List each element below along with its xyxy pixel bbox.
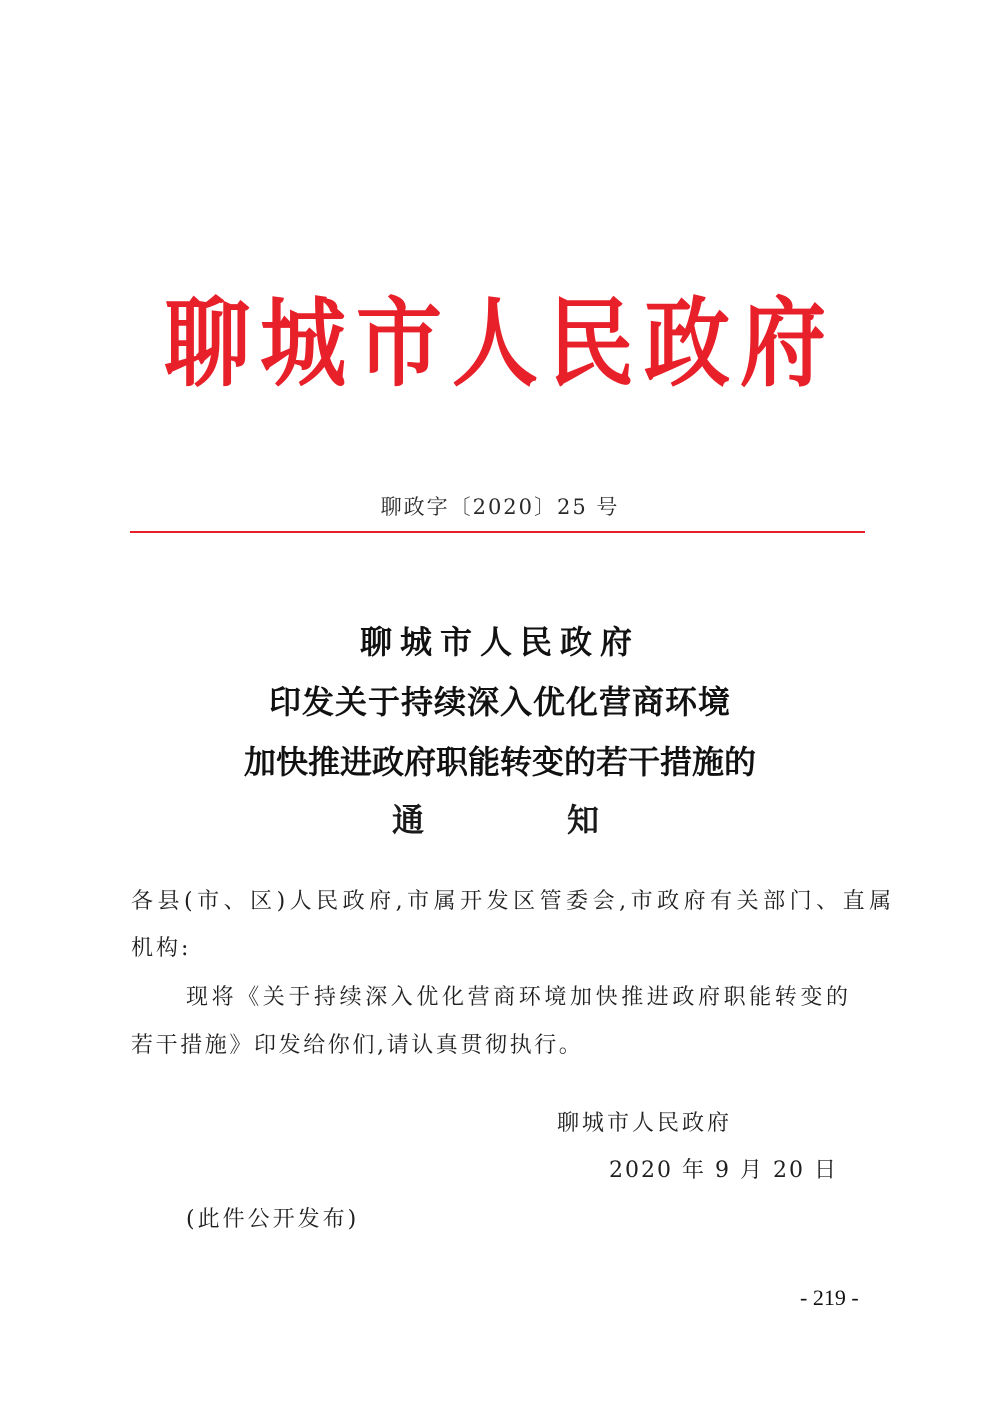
document-title-line-2: 印发关于持续深入优化营商环境 (268, 683, 731, 721)
document-title-line-1: 聊城市人民政府 (359, 623, 640, 661)
signature-date: 2020 年 9 月 20 日 (609, 1158, 838, 1183)
addressee-line-1: 各县(市、区)人民政府,市属开发区管委会,市政府有关部门、直属 (131, 889, 896, 914)
disclosure-note: (此件公开发布) (186, 1207, 360, 1232)
red-divider-line (130, 531, 865, 533)
document-title-line-3: 加快推进政府职能转变的若干措施的 (243, 743, 756, 781)
body-paragraph-line-1: 现将《关于持续深入优化营商环境加快推进政府职能转变的 (186, 985, 852, 1010)
document-title-notice-char-2: 知 (567, 801, 600, 839)
body-paragraph-line-2: 若干措施》印发给你们,请认真贯彻执行。 (131, 1033, 584, 1058)
document-title-notice-char-1: 通 (392, 801, 425, 839)
page-number: - 219 - (800, 1285, 859, 1310)
addressee-line-2: 机构: (131, 936, 192, 961)
document-number: 聊政字〔2020〕25 号 (380, 495, 620, 519)
issuer-header: 聊城市人民政府 (164, 287, 836, 401)
signature-issuer: 聊城市人民政府 (557, 1111, 733, 1136)
